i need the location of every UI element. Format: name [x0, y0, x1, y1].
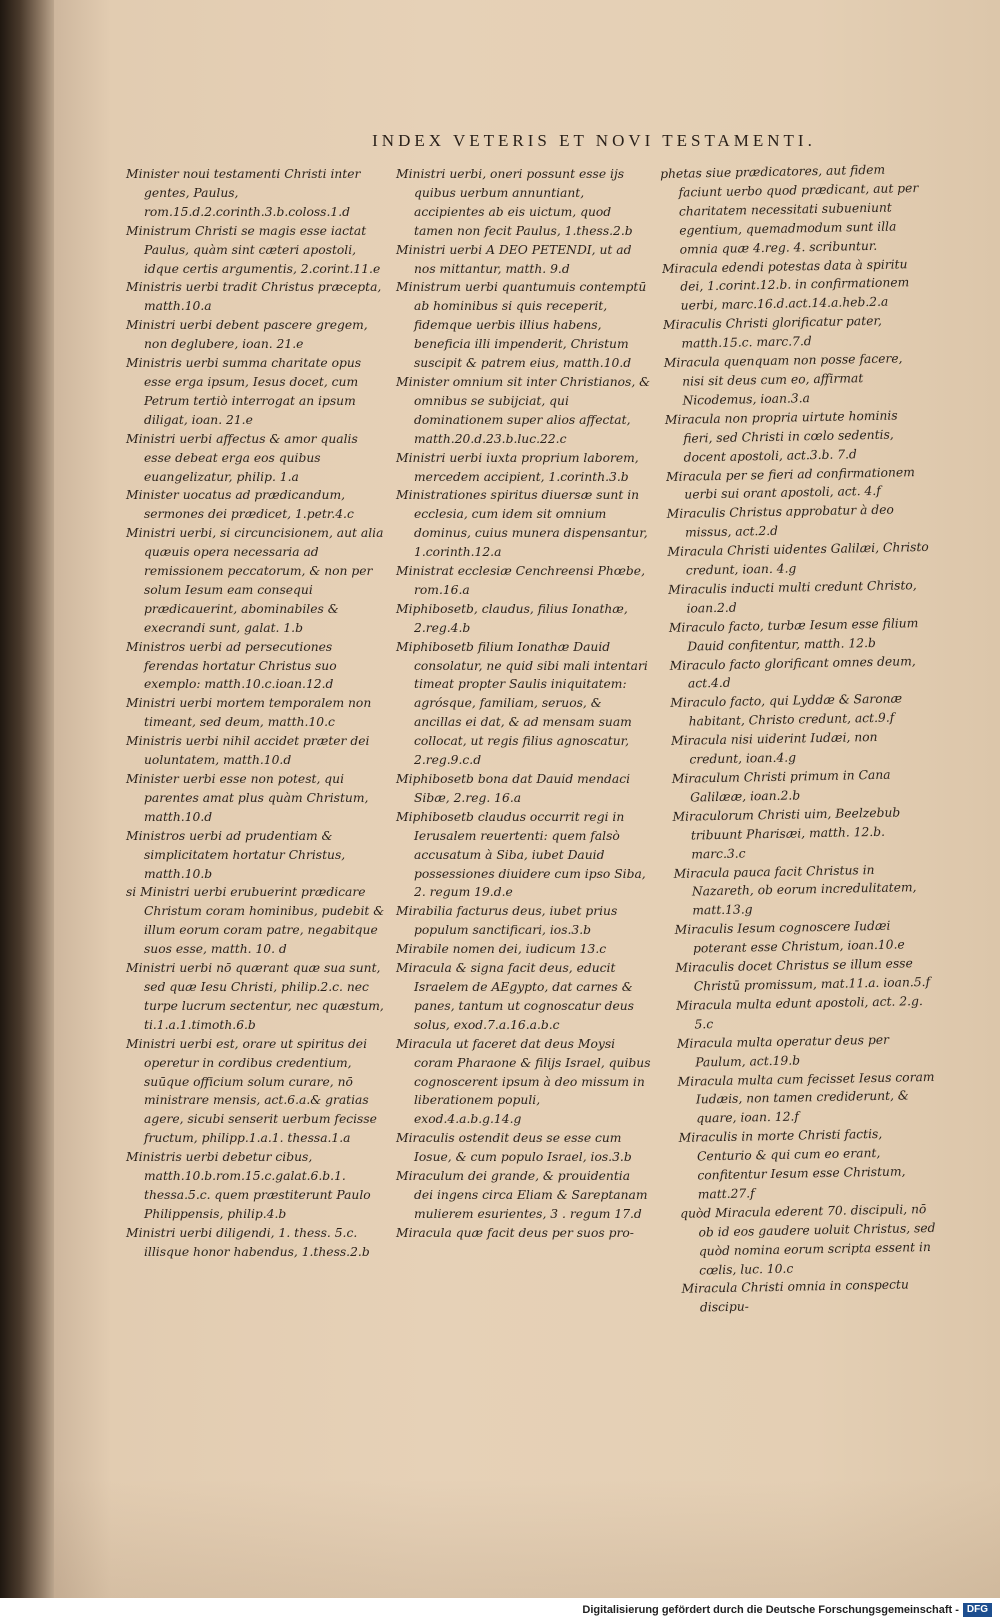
- index-entry: Miraculorum Christi uim, Beelzebub tribuunt Pharisæi, matth. 12.b. marc.3.c: [672, 805, 901, 862]
- index-entry: Ministros uerbi ad persecutiones ferendas hortatur Christus suo exemplo: matth.10.c.ioan.12.d: [126, 639, 337, 692]
- index-entry: Miraculis Christi glorificatur pater, matth.15.c. marc.7.d: [662, 314, 882, 351]
- index-entry: Miraculis in morte Christi factis, Centurio & qui cum eo erant, confitentur Iesum esse Christum, matt.27.f: [678, 1127, 906, 1202]
- index-entry: Minister uerbi esse non potest, qui parentes amat plus quàm Christum, matth.10.d: [126, 772, 369, 824]
- index-entry: Miracula multa cum fecisset Iesus coram Iudæis, non tamen crediderunt, & quare, ioan. 12.f: [677, 1069, 935, 1126]
- index-entry: Ministris uerbi summa charitate opus esse erga ipsum, Iesus docet, cum Petrum tertiò interrogat an ipsum diligat, ioan. 21.e: [126, 356, 362, 427]
- index-entry: Ministri uerbi debent pascere gregem, non deglubere, ioan. 21.e: [126, 318, 368, 352]
- index-entry: Miracula multa edunt apostoli, act. 2.g. 5.c: [676, 993, 923, 1032]
- index-entry: Miracula quenquam non posse facere, nisi sit deus cum eo, affirmat Nicodemus, ioan.3.a: [663, 351, 903, 408]
- index-entry: Miphibosetb filium Ionathæ Dauid consolatur, ne quid sibi mali intentari timeat propter Saulis iniquitatem: agrósque, familiam, seruos, & ancillas ei dat, & ad mensam suam collocat, ut regis filius agnoscatur, 2.reg.9.c.d: [396, 639, 648, 768]
- index-entry: si Ministri uerbi erubuerint prædicare Christum coram hominibus, pudebit & illum eorum coram patre, negabitque suos esse, matth. 10. d: [126, 885, 385, 957]
- index-entry: Ministri uerbi affectus & amor qualis esse debeat erga eos quibus euangelizatur, philip. 1.a: [126, 431, 358, 484]
- index-entry: Miraculum Christi primum in Cana Galilææ, ioan.2.b: [671, 767, 891, 805]
- running-head: INDEX VETERIS ET NOVI TESTAMENTI.: [372, 131, 816, 150]
- index-entry: Miracula nisi uiderint Iudæi, non credunt, ioan.4.g: [670, 730, 878, 767]
- index-entry: Miraculo facto glorificant omnes deum, act.4.d: [669, 653, 916, 692]
- index-entry: Mirabile nomen dei, iudicum 13.c: [396, 942, 607, 957]
- index-entry: Miracula quæ facit deus per suos pro-: [396, 1225, 634, 1240]
- index-entry: Ministrum uerbi quantumuis contemptū ab hominibus si quis receperit, fidemque uerbis illius habens, beneficia illi impenderit, Christum suscipit & patrem eius, matth.10.d: [396, 280, 647, 371]
- index-entry: Miracula per se fieri ad confirmationem uerbi sui orant apostoli, act. 4.f: [665, 464, 915, 502]
- index-entry: Ministri uerbi mortem temporalem non timeant, sed deum, matth.10.c: [126, 696, 372, 730]
- index-entry: Miracula pauca facit Christus in Nazareth, ob eorum incredulitatem, matt.13.g: [673, 862, 917, 918]
- index-entry: Miraculis ostendit deus se esse cum Iosue, & cum populo Israel, ios.3.b: [396, 1131, 632, 1165]
- index-entry: phetas siue prædicatores, aut fidem faciunt uerbo quod prædicant, aut per charitatem necessitati subueniunt egentium, quemadmodum sunt illa omnia quæ 4.reg. 4. scribuntur.: [660, 162, 919, 257]
- index-entry: Miraculis inducti multi credunt Christo, ioan.2.d: [668, 578, 917, 616]
- index-entry: Minister noui testamenti Christi inter gentes, Paulus, rom.15.d.2.corinth.3.b.coloss.1.d: [126, 167, 361, 219]
- index-entry: Ministri uerbi, si circuncisionem, aut alia quæuis opera necessaria ad remissionem peccatorum, & non per solum Iesum eam consequi prædicauerint, abominabiles & execrandi sunt, galat. 1.b: [126, 526, 384, 635]
- index-entry: Miraculis docet Christus se illum esse Christū promissum, mat.11.a. ioan.5.f: [675, 956, 931, 994]
- index-entry: Ministri uerbi est, orare ut spiritus dei operetur in cordibus credentium, suūque officium solum curare, nō ministrare mensis, act.6.a.& gratias agere, sicubi senserit uerbum fecisse fructum, philipp.1.a.1. thessa.1.a: [126, 1036, 377, 1146]
- index-entry: Ministris uerbi debetur cibus, matth.10.b.rom.15.c.galat.6.b.1. thessa.5.c. quem præstiterunt Paulo Philippensis, philip.4.b: [126, 1150, 371, 1221]
- index-entry: Ministri uerbi nō quærant quæ sua sunt, sed quæ Iesu Christi, philip.2.c. nec turpe lucrum sectentur, nec quæstum, ti.1.a.1.timoth.6.b: [126, 961, 384, 1032]
- index-entry: Miphibosetb claudus occurrit regi in Ierusalem reuertenti: quem falsò accusatum à Siba, iubet Dauid possessiones diuidere cum ipso Siba, 2. regum 19.d.e: [396, 809, 646, 900]
- index-entry: Ministri uerbi, oneri possunt esse ijs quibus uerbum annuntiant, accipientes ab eis uictum, quod tamen non fecit Paulus, 1.thess.2.b: [396, 167, 633, 238]
- index-entry: Miphibosetb, claudus, filius Ionathæ, 2.reg.4.b: [396, 601, 628, 635]
- index-entry: Miracula & signa facit deus, educit Israelem de AEgypto, dat carnes & panes, tantum ut cognoscatur deus solus, exod.7.a.16.a.b.c: [396, 961, 634, 1032]
- index-entry: Ministri uerbi diligendi, 1. thess. 5.c. illisque honor habendus, 1.thess.2.b: [126, 1225, 370, 1259]
- index-entry: Miraculum dei grande, & prouidentia dei ingens circa Eliam & Sareptanam mulierem esurientes, 3 . regum 17.d: [396, 1169, 648, 1221]
- index-entry: Ministris uerbi nihil accidet præter dei uoluntatem, matth.10.d: [126, 734, 370, 768]
- index-entry: Miracula Christi omnia in conspectu discipu-: [681, 1277, 909, 1315]
- index-column-2: [396, 165, 651, 1243]
- index-entry: Ministrat ecclesiæ Cenchreensi Phœbe, rom.16.a: [396, 564, 645, 597]
- index-entry: Minister omnium sit inter Christianos, & omnibus se subijciat, qui dominationem super alios affectat, matth.20.d.23.b.luc.22.c: [396, 374, 651, 446]
- index-entry: Miracula ut faceret dat deus Moysi coram Pharaone & filijs Israel, quibus cognoscerent ipsum à deo missum in liberationem populi, exod.4.a.b.g.14.g: [396, 1036, 651, 1127]
- index-entry: Miraculo facto, turbæ Iesum esse filium Dauid confitentur, matth. 12.b: [668, 615, 919, 654]
- index-entry: Miraculis Christus approbatur à deo missus, act.2.d: [666, 502, 894, 540]
- index-entry: quòd Miracula ederent 70. discipuli, nō ob id eos gaudere uoluit Christus, sed quòd nomina eorum scripta essent in cœlis, luc. 10.c: [680, 1201, 936, 1278]
- index-entry: Miphibosetb bona dat Dauid mendaci Sibæ, 2.reg. 16.a: [396, 772, 631, 805]
- index-entry: Miraculis Iesum cognoscere Iudæi poterant esse Christum, ioan.10.e: [674, 918, 905, 956]
- footer-text: Digitalisierung gefördert durch die Deutsche Forschungsgemeinschaft -: [582, 1604, 959, 1616]
- index-entry: Ministrationes spiritus diuersæ sunt in ecclesia, cum idem sit omnium dominus, cuius munera dispensantur, 1.corinth.12.a: [396, 488, 648, 560]
- index-entry: Ministris uerbi tradit Christus præcepta, matth.10.a: [126, 280, 382, 314]
- index-entry: Miracula multa operatur deus per Paulum, act.19.b: [676, 1032, 890, 1070]
- index-column-3: [660, 160, 944, 1318]
- index-entry: Minister uocatus ad prædicandum, sermones dei prædicet, 1.petr.4.c: [126, 488, 354, 522]
- index-entry: Ministri uerbi iuxta proprium laborem, mercedem accipient, 1.corinth.3.b: [396, 450, 639, 484]
- index-column-1: [126, 165, 388, 1262]
- index-entry: Ministrum Christi se magis esse iactat Paulus, quàm sint cæteri apostoli, idque certis argumentis, 2.corint.11.e: [126, 223, 381, 276]
- index-entry: Ministros uerbi ad prudentiam & simplicitatem hortatur Christus, matth.10.b: [126, 828, 346, 881]
- book-spine-edge: [0, 0, 58, 1622]
- index-entry: Miracula edendi potestas data à spiritu dei, 1.corint.12.b. in confirmationem uerbi, marc.16.d.act.14.a.heb.2.a: [661, 256, 910, 313]
- index-entry: Mirabilia facturus deus, iubet prius populum sanctificari, ios.3.b: [396, 904, 618, 938]
- dfg-logo: DFG: [963, 1603, 992, 1617]
- index-entry: Ministri uerbi A DEO PETENDI, ut ad nos mittantur, matth. 9.d: [396, 242, 632, 276]
- digitization-footer: [0, 1598, 1000, 1622]
- index-entry: Miracula Christi uidentes Galilæi, Christo credunt, ioan. 4.g: [667, 540, 929, 578]
- index-entry: Miracula non propria uirtute hominis fieri, sed Christi in cœlo sedentis, docent apostoli, act.3.b. 7.d: [664, 408, 898, 465]
- index-entry: Miraculo facto, qui Lyddæ & Saronæ habitant, Christo credunt, act.9.f: [670, 691, 903, 729]
